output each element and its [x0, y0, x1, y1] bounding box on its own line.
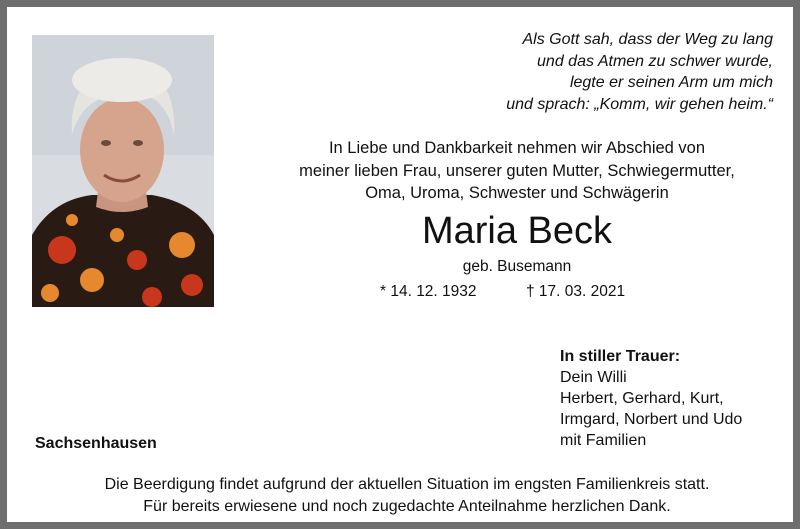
quote-line: und sprach: „Komm, wir gehen heim.“	[506, 95, 773, 113]
portrait-illustration	[32, 35, 214, 307]
quote-line: legte er seinen Arm um mich	[569, 74, 773, 91]
intro-line: meiner lieben Frau, unserer guten Mutter, Schwiegermutter,	[299, 161, 735, 180]
footer-line: Für bereits erwiesene und noch zugedachte Anteilnahme herzlichen Dank.	[143, 498, 671, 515]
intro-line: In Liebe und Dankbarkeit nehmen wir Abschied von	[328, 139, 706, 157]
quote-line: und das Atmen zu schwer wurde,	[537, 52, 773, 70]
mourners-heading: In stiller Trauer:	[560, 348, 681, 365]
birth-date: * 14. 12. 1932	[380, 283, 477, 300]
footer-line: Die Beerdigung findet aufgrund der aktuellen Situation im engsten Familienkreis statt.	[104, 476, 710, 493]
place-name: Sachsenhausen	[35, 435, 157, 452]
death-date: † 17. 03. 2021	[526, 283, 626, 300]
quote-line: Als Gott sah, dass der Weg zu lang	[522, 31, 773, 48]
birth-name: geb. Busemann	[462, 258, 572, 275]
mourners-list	[560, 346, 742, 451]
portrait-photo	[32, 35, 214, 307]
mourner-line: Herbert, Gerhard, Kurt,	[560, 390, 724, 407]
mourner-line: Dein Willi	[560, 369, 627, 386]
poem-quote	[353, 29, 773, 115]
intro-line: Oma, Uroma, Schwester und Schwägerin	[365, 184, 669, 202]
mourner-line: Irmgard, Norbert und Udo	[560, 411, 743, 428]
funeral-notice	[7, 474, 800, 518]
deceased-name: Maria Beck	[421, 210, 613, 252]
farewell-intro	[227, 137, 800, 205]
mourner-line: mit Familien	[560, 432, 647, 449]
